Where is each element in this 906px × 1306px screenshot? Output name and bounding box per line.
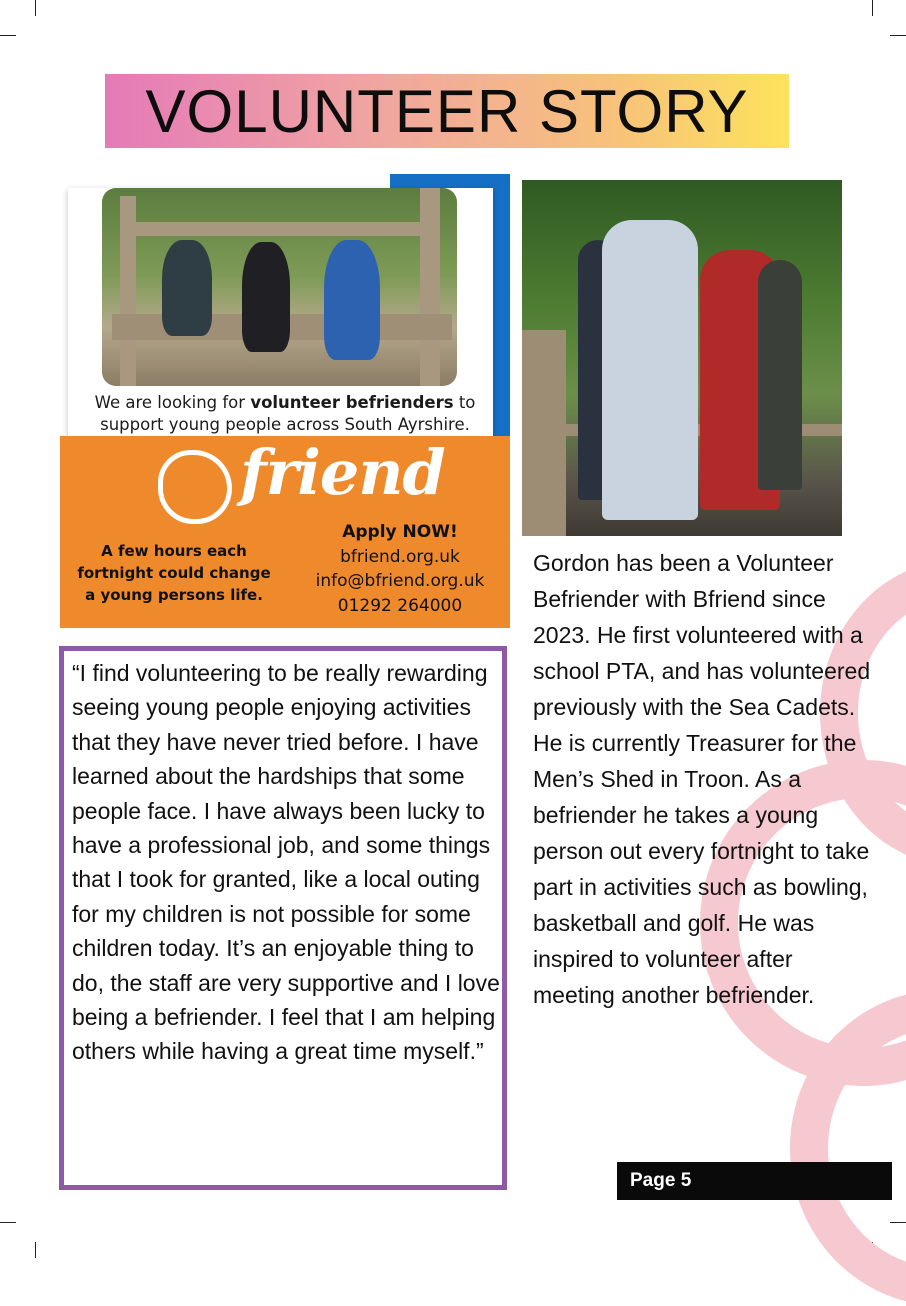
person-figure: [602, 220, 698, 520]
recruitment-poster: [60, 174, 510, 628]
story-text: Gordon has been a Volunteer Befriender with Bfriend since 2023. He first volunteered with a school PTA, and has volunteered previously with the Sea Cadets. He is currently Treasurer for the Men’s Shed in Troon. As a befriender he takes a young person out every fortnight to take part in activities such as bowling, basketball and golf. He was inspired to volunteer after meeting another befriender.: [533, 550, 871, 1008]
poster-photo: [102, 188, 457, 386]
apply-now: Apply NOW!: [342, 522, 458, 542]
volunteer-quote: “I find volunteering to be really rewarding seeing young people enjoying activities that they have never tried before. I have learned about the hardships that some people face. I have always been lucky to have a professional job, and some things that I took for granted, like a local outing for my children is not possible for some children today. It’s an enjoyable thing to do, the staff are very supportive and I love being a befriender. I feel that I am helping others while having a great time myself.”: [72, 660, 500, 1065]
crop-mark: [0, 1222, 16, 1223]
crop-mark: [872, 0, 873, 16]
person-figure: [162, 240, 212, 336]
phone-number: 01292 264000: [337, 595, 463, 616]
crop-mark: [0, 35, 16, 36]
title-banner: [105, 74, 789, 148]
crop-mark: [35, 1242, 36, 1258]
apply-block: [308, 520, 492, 618]
poster-tagline: A few hours each fortnight could change a young persons life.: [77, 542, 271, 604]
bfriend-hand-logo-icon: [158, 450, 232, 524]
page-number-label: Page 5: [617, 1162, 892, 1200]
wooden-post: [420, 188, 440, 386]
person-figure: [324, 240, 380, 360]
person-figure: [758, 260, 802, 490]
poster-intro: We are looking for volunteer befrienders to support young people across South Ayrshire.: [94, 393, 476, 434]
person-figure: [242, 242, 290, 352]
page-title: VOLUNTEER STORY: [145, 77, 749, 145]
crop-mark: [35, 0, 36, 16]
crop-mark: [890, 35, 906, 36]
website-link[interactable]: bfriend.org.uk: [340, 546, 460, 567]
bfriend-logo-text: friend: [240, 436, 445, 509]
volunteer-photo: [522, 180, 842, 536]
wooden-beam: [120, 222, 440, 236]
email-link[interactable]: info@bfriend.org.uk: [315, 571, 485, 591]
